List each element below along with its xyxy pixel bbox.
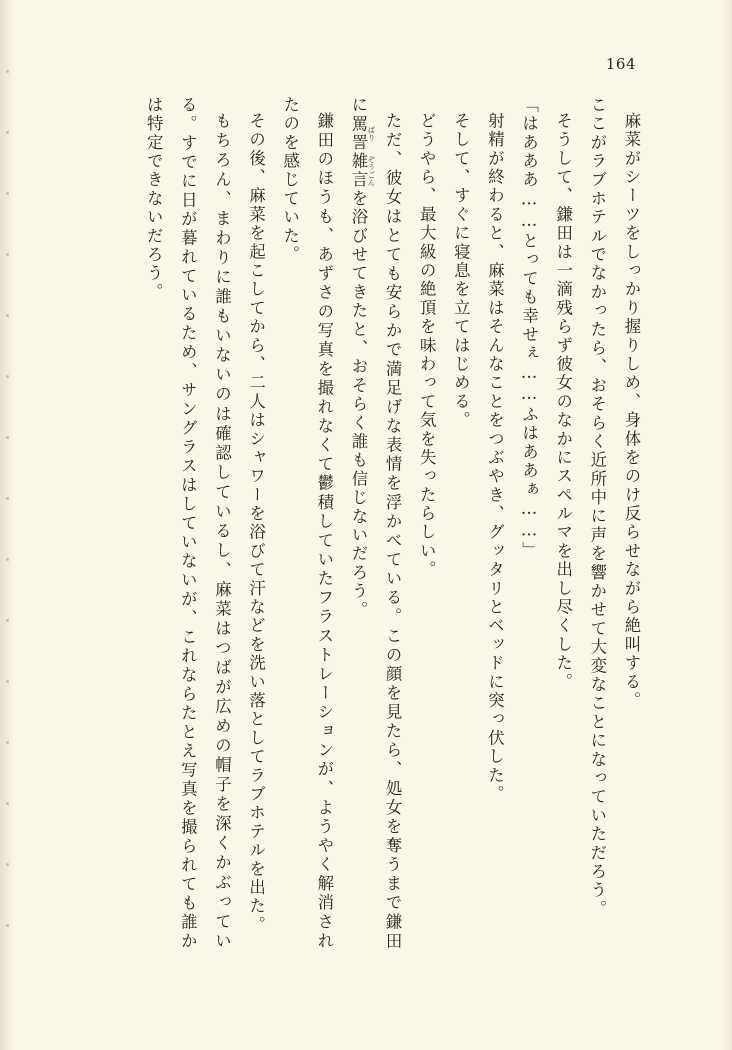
binding-mark (6, 680, 9, 683)
paragraph: 麻菜がシーツをしっかり握りしめ、身体をのけ反らせながら絶叫する。 (622, 112, 641, 711)
binding-mark (6, 497, 9, 500)
binding-mark (6, 314, 9, 317)
binding-mark (6, 924, 9, 927)
binding-mark (6, 131, 9, 134)
paragraph-text-head: ただ、彼女はとても安らかで満足げな表情を浮かべている。この顔を見たら、処女を奪うまで鎌田に (349, 96, 403, 951)
paragraph-text-tail: を浴びせてきたと、おそらく誰も信じないだろう。 (349, 189, 368, 620)
paragraph: もちろん、まわりに誰もいないのは確認しているし、麻菜はつばが広めの帽子を深くかぶっている。すでに日が暮れているため、サングラスはしていないが、これならたとえ写真を撮られても誰かは特定できないだろう。 (144, 96, 232, 951)
binding-mark (6, 802, 9, 805)
binding-mark (6, 741, 9, 744)
ruby-base: 雑言 (349, 152, 368, 190)
binding-mark (6, 192, 9, 195)
page-number: 164 (605, 55, 636, 73)
binding-mark (6, 375, 9, 378)
binding-mark (6, 70, 9, 73)
binding-mark (6, 863, 9, 866)
ruby-text: ぞうごん (367, 152, 376, 190)
paragraph: どうやら、最大級の絶頂を味わって気を失ったらしい。 (417, 112, 437, 580)
binding-mark (6, 558, 9, 561)
paragraph: そうして、鎌田は一滴残らず彼女のなかにスペルマを出し尽くした。 (553, 112, 573, 692)
binding-marks (6, 70, 10, 970)
paragraph: 射精が終わると、麻菜はそんなことをつぶやき、グッタリとベッドに突っ伏した。 (485, 112, 505, 805)
paragraph-with-ruby (341, 96, 409, 951)
paragraph: ここがラブホテルでなかったら、おそらく近所中に声を響かせて大変なことになっていただろう。 (587, 96, 607, 919)
body-text (84, 96, 648, 951)
ruby-base: 罵詈 (349, 114, 368, 153)
binding-mark (6, 436, 9, 439)
binding-mark (6, 619, 9, 622)
ruby-text: ばり (367, 114, 376, 153)
paragraph: その後、麻菜を起こしてから、二人はシャワーを浴びて汗などを洗い落としてラブホテルを出た。 (246, 112, 266, 936)
paragraph: 鎌田のほうも、あずさの写真を撮れなくて鬱積していたフラストレーションが、ようやく解消されたのを感じていた。 (280, 96, 334, 951)
ruby-barizougon-1 (349, 114, 376, 153)
paragraph: そして、すぐに寝息を立てはじめる。 (451, 112, 471, 431)
binding-mark (6, 253, 9, 256)
paragraph-dialogue: 「はあああ……とっても幸せぇ……ふはああぁ……」 (519, 96, 539, 561)
ruby-barizougon-2 (349, 152, 376, 190)
